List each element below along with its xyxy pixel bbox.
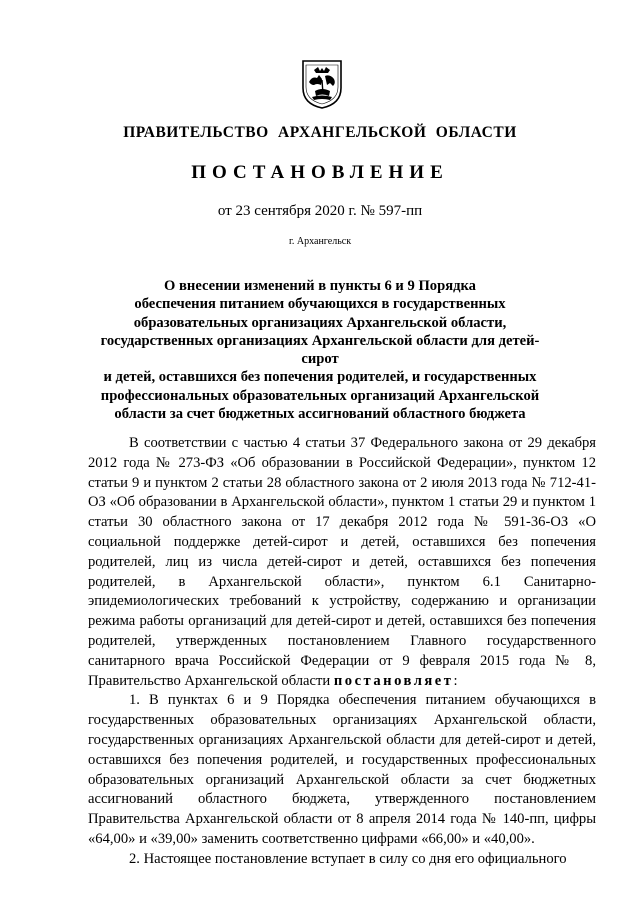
coat-of-arms-emblem: [300, 58, 344, 110]
preamble-paragraph: [88, 434, 596, 691]
preamble-text: В соответствии с частью 4 статьи 37 Федерального закона от 29 декабря 2012 года № 273-ФЗ «Об образовании в Российской Федерации», пунктом 12 статьи 9 и пунктом 2 статьи 28 областного закона от 2 июля 2013 года № 712-41-ОЗ «Об образовании в Архангельской области», пунктом 1 статьи 29 и пунктом 1 статьи 30 областного закона от 17 декабря 2012 года № 591-36-ОЗ «О социальной поддержке детей-сирот и детей, оставшихся без попечения родителей, лиц из числа детей-сирот и детей, оставшихся без попечения родителей, в Архангельской области», пунктом 6.1 Санитарно-эпидемиологических требований к устройству, содержанию и организации режима работы организаций для детей-сирот и детей, оставшихся без попечения родителей, утвержденных постановлением Главного государственного санитарного врача Российской Федерации от 9 февраля 2015 года № 8, Правительство Архангельской области: [88, 435, 596, 689]
title-line: образовательных организациях Архангельской области,: [133, 314, 507, 331]
decree-word: постановляет: [333, 672, 454, 689]
title-line: и детей, оставшихся без попечения родителей, и государственных: [103, 369, 537, 386]
document-city: г. Архангельск: [288, 236, 352, 247]
document-title: [98, 277, 542, 423]
organization-name: ПРАВИТЕЛЬСТВО АРХАНГЕЛЬСКОЙ ОБЛАСТИ: [123, 124, 517, 141]
item-2-paragraph: 2. Настоящее постановление вступает в силу со дня его официального: [129, 850, 567, 867]
decree-colon: :: [453, 672, 458, 689]
title-line: области за счет бюджетных ассигнований областного бюджета: [114, 406, 526, 423]
document-type: ПОСТАНОВЛЕНИЕ: [191, 162, 449, 183]
document-date-number: от 23 сентября 2020 г. № 597-пп: [217, 203, 423, 219]
title-line: государственных организациях Архангельской области для детей-сирот: [100, 332, 540, 368]
item-1-paragraph: 1. В пунктах 6 и 9 Порядка обеспечения питанием обучающихся в государственных образовательных организациях Архангельской области, государственных организациях Архангельской области для детей-сирот и детей, оставшихся без попечения родителей, и государственных профессиональных образовательных организаций Архангельской области за счет бюджетных ассигнований областного бюджета, утвержденного постановлением Правительства Архангельской области от 8 апреля 2014 года № 140-пп, цифры «64,00» и «39,00» заменить соответственно цифрами «66,00» и «40,00».: [88, 692, 596, 847]
document-body: [88, 434, 596, 870]
title-line: профессиональных образовательных организаций Архангельской: [100, 387, 540, 404]
title-line: О внесении изменений в пункты 6 и 9 Порядка: [164, 278, 476, 294]
title-line: обеспечения питанием обучающихся в государственных: [134, 296, 506, 313]
